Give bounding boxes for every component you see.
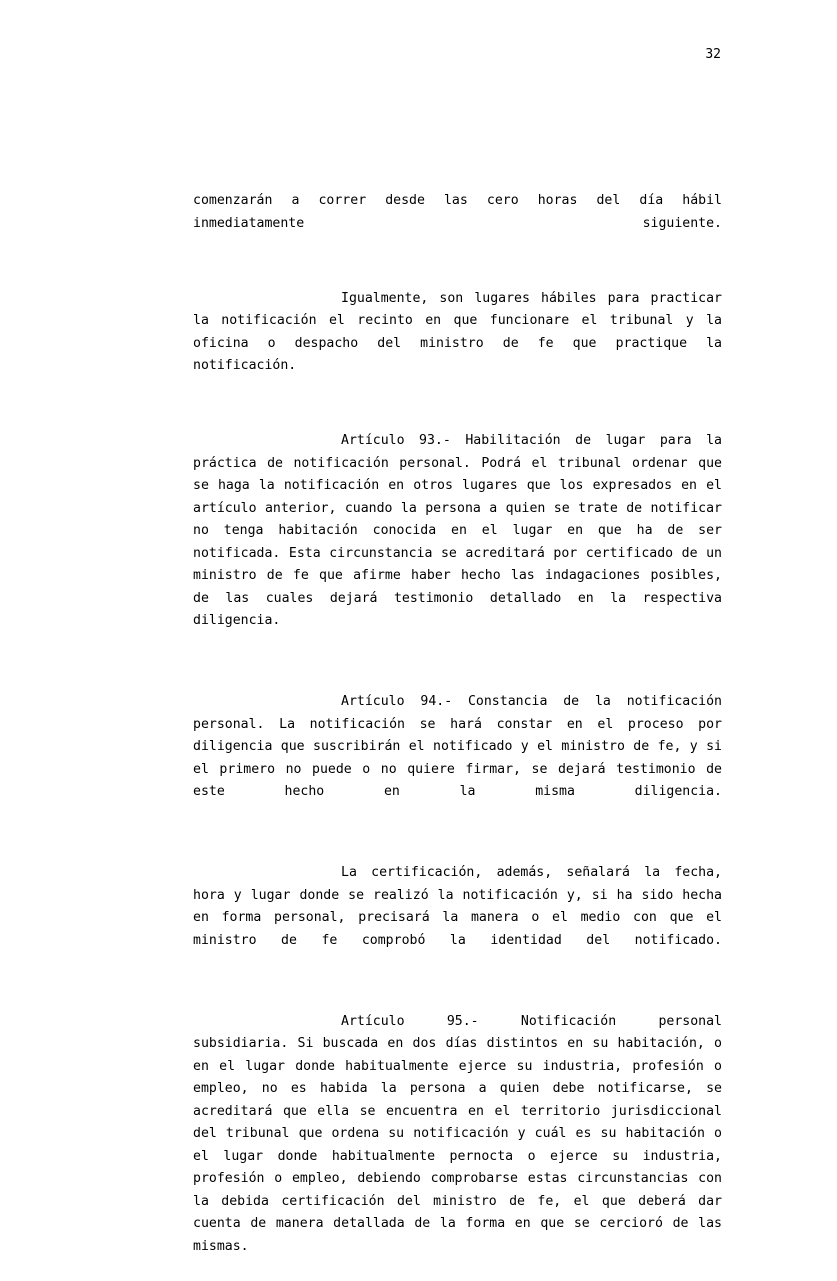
paragraph-article-95: Artículo 95.- Notificación personal subsidiaria. Si buscada en dos días distintos en su habitación, o en el lugar donde habitualmente ejerce su industria, profesión o empleo, no es habida la persona a quien debe notificarse, se acreditará que ella se encuentra en el territorio jurisdiccional del tribunal que ordena su notificación y cuál es su habitación o el lugar donde habitualmente pernocta o ejerce su industria, profesión o empleo, debiendo comprobarse estas circunstancias con la debida certificación del ministro de fe, el que deberá dar cuenta de manera detallada de la forma en que se cercioró de las mismas.: [193, 1013, 730, 1254]
paragraph-article-94: Artículo 94.- Constancia de la notificación personal. La notificación se hará constar en el proceso por diligencia que suscribirán el notificado y el ministro de fe, y si el primero no puede o no quiere firmar, se dejará testimonio de este hecho en la misma diligencia.: [193, 694, 730, 799]
page-number: 32: [705, 47, 721, 62]
paragraph: Igualmente, son lugares hábiles para practicar la notificación el recinto en que funcionare el tribunal y la oficina o despacho del ministro de fe que practique la notificación.: [193, 290, 730, 373]
paragraph: La certificación, además, señalará la fecha, hora y lugar donde se realizó la notificación y, si ha sido hecha en forma personal, precisará la manera o el medio con que el ministro de fe comprobó la identidad del notificado.: [193, 865, 730, 948]
paragraph-article-93: Artículo 93.- Habilitación de lugar para la práctica de notificación personal. Podrá el tribunal ordenar que se haga la notificación en otros lugares que los expresados en el artículo anterior, cuando la persona a quien se trate de notificar no tenga habitación conocida en el lugar en que ha de ser notificada. Esta circunstancia se acreditará por certificado de un ministro de fe que afirme haber hecho las indagaciones posibles, de las cuales dejará testimonio detallado en la respectiva diligencia.: [193, 433, 730, 628]
paragraph: comenzarán a correr desde las cero horas del día hábil inmediatamente siguiente.: [193, 193, 730, 231]
document-body: [193, 190, 730, 1281]
